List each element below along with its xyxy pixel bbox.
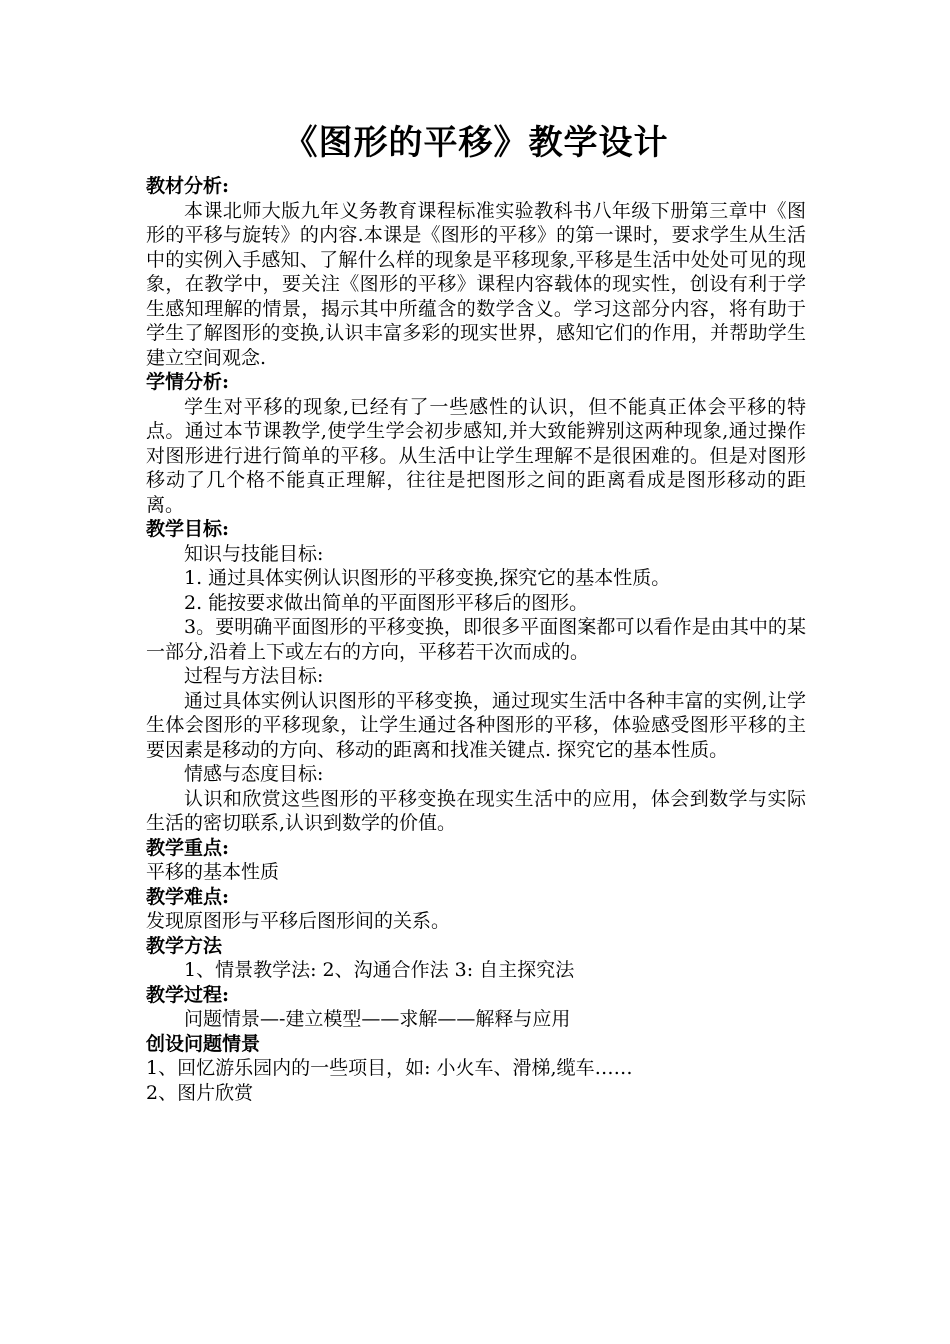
objective-item: 1. 通过具体实例认识图形的平移变换,探究它的基本性质。 <box>184 567 671 589</box>
section-process <box>146 983 806 1032</box>
section-heading: 教学重点: <box>146 836 230 859</box>
section-objectives <box>146 517 806 836</box>
objective-subheading: 知识与技能目标: <box>184 542 324 565</box>
section-heading: 教材分析: <box>146 175 230 197</box>
document-page <box>146 118 806 1105</box>
section-methods <box>146 934 806 983</box>
section-body: 1、情景教学法: 2、沟通合作法 3: 自主探究法 <box>184 959 575 981</box>
objective-body: 通过具体实例认识图形的平移变换，通过现实生活中各种丰富的实例,让学生体会图形的平移现象，让学生通过各种图形的平移，体验感受图形平移的主要因素是移动的方向、移动的距离和找准关键点. 探究它的基本性质。 <box>146 689 806 761</box>
list-item: 2、图片欣赏 <box>146 1081 254 1104</box>
section-body: 学生对平移的现象,已经有了一些感性的认识，但不能真正体会平移的特点。通过本节课教学,使学生学会初步感知,并大致能辨别这两种现象,通过操作对图形进行进行简单的平移。从生活中让学生理解不是很困难的。但是对图形移动了几个格不能真正理解，往往是把图形之间的距离看成是图形移动的距离。 <box>146 395 806 516</box>
section-body: 发现原图形与平移后图形间的关系。 <box>146 910 451 932</box>
objective-subheading: 过程与方法目标: <box>184 665 324 687</box>
section-heading: 教学目标: <box>146 518 230 540</box>
section-difficulties <box>146 885 806 934</box>
section-heading: 教学方法 <box>146 934 223 957</box>
objective-item: 3。要明确平面图形的平移变换，即很多平面图案都可以看作是由其中的某一部分,沿着上下或左右的方向，平移若干次而成的。 <box>146 616 806 663</box>
section-textbook-analysis <box>146 174 806 370</box>
section-scenario <box>146 1032 806 1106</box>
section-body: 问题情景—-建立模型——求解——解释与应用 <box>184 1008 571 1030</box>
document-title: 《图形的平移》教学设计 <box>283 123 669 163</box>
section-heading: 教学过程: <box>146 983 230 1006</box>
objective-subheading: 情感与态度目标: <box>184 763 324 785</box>
section-heading: 学情分析: <box>146 371 230 393</box>
section-heading: 创设问题情景 <box>146 1032 261 1055</box>
objective-body: 认识和欣赏这些图形的平移变换在现实生活中的应用，体会到数学与实际生活的密切联系,认识到数学的价值。 <box>146 787 806 834</box>
section-heading: 教学难点: <box>146 885 230 908</box>
section-key-points <box>146 836 806 885</box>
section-body: 平移的基本性质 <box>146 861 280 883</box>
section-student-analysis <box>146 370 806 517</box>
objective-item: 2. 能按要求做出简单的平面图形平移后的图形。 <box>184 591 589 614</box>
section-body: 本课北师大版九年义务教育课程标准实验教科书八年级下册第三章中《图形的平移与旋转》的内容.本课是《图形的平移》的第一课时，要求学生从生活中的实例入手感知、了解什么样的现象是平移现象,平移是生活中处处可见的现象，在教学中，要关注《图形的平移》课程内容载体的现实性，创设有利于学生感知理解的情景，揭示其中所蕴含的数学含义。学习这部分内容，将有助于学生了解图形的变换,认识丰富多彩的现实世界，感知它们的作用，并帮助学生建立空间观念. <box>146 199 806 369</box>
list-item: 1、回忆游乐园内的一些项目，如: 小火车、滑梯,缆车…… <box>146 1057 633 1079</box>
